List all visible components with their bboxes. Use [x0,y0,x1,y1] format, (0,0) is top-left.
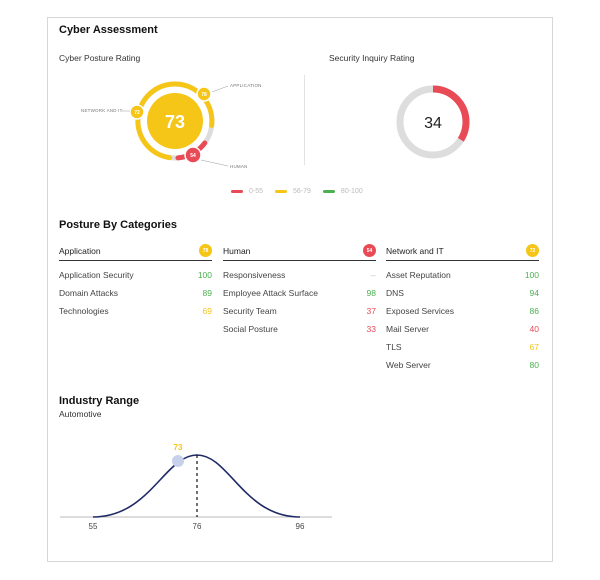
row-label: TLS [386,342,402,352]
row-value: 33 [366,324,376,334]
posture-label: Cyber Posture Rating [59,53,141,63]
list-item [386,356,539,374]
legend-swatch [323,190,335,193]
list-item [223,320,376,338]
axis-tick-min: 55 [88,522,98,531]
category-name: Application [59,245,101,256]
legend-item-green [323,188,363,195]
category-score-badge: 72 [526,244,539,257]
row-value: 89 [202,288,212,298]
human-badge-score: 54 [190,153,196,159]
category-rows [386,266,539,374]
row-label: Responsiveness [223,270,286,280]
category-header [386,245,539,261]
row-value: 86 [529,306,539,316]
list-item [223,266,376,284]
legend-label: 80-100 [340,188,363,195]
row-value: 80 [529,360,539,370]
categories-title: Posture By Categories [59,219,177,231]
list-item [59,302,212,320]
row-value: 100 [197,270,212,280]
list-item [223,284,376,302]
industry-marker-value: 73 [173,443,183,452]
list-item [386,266,539,284]
legend-swatch [275,190,287,193]
row-label: Web Server [386,360,431,370]
industry-subtitle: Automotive [59,409,102,419]
row-label: Exposed Services [386,306,455,316]
application-badge-score: 78 [201,92,207,98]
application-callout: APPLICATION [230,83,262,88]
category-score-badge: 54 [363,244,376,257]
posture-leader-lines [80,80,280,175]
rating-divider [304,75,305,165]
category-rows [59,266,212,320]
industry-marker-dot [172,455,184,467]
row-value: 67 [529,342,539,352]
row-label: DNS [386,288,404,298]
category-header [59,245,212,261]
industry-title: Industry Range [59,395,140,407]
legend-item-yellow [275,188,311,195]
inquiry-donut [395,84,471,160]
row-label: Mail Server [386,324,429,334]
list-item [59,266,212,284]
legend-label: 56-79 [293,188,311,195]
row-value: 98 [366,288,376,298]
page-title: Cyber Assessment [59,24,158,36]
category-rows [223,266,376,338]
category-application [59,245,212,320]
row-label: Application Security [59,270,134,280]
network-callout: NETWORK AND IT [81,108,123,113]
category-header [223,245,376,261]
list-item [386,284,539,302]
list-item [386,338,539,356]
list-item [59,284,212,302]
list-item [386,320,539,338]
row-value: -- [370,270,376,280]
list-item [223,302,376,320]
row-label: Domain Attacks [59,288,119,298]
posture-score: 73 [164,112,186,132]
legend-item-red [231,188,263,195]
category-name: Network and IT [386,245,444,256]
category-name: Human [223,245,251,256]
rating-legend [231,188,375,195]
row-label: Security Team [223,306,277,316]
row-label: Technologies [59,306,109,316]
axis-tick-mid: 76 [192,522,202,531]
category-network [386,245,539,374]
row-value: 94 [529,288,539,298]
row-value: 40 [529,324,539,334]
row-value: 100 [524,270,539,280]
row-label: Asset Reputation [386,270,451,280]
industry-bell-curve [60,438,340,533]
human-callout: HUMAN [230,164,248,169]
category-human [223,245,376,338]
row-label: Employee Attack Surface [223,288,318,298]
legend-swatch [231,190,243,193]
row-value: 37 [366,306,376,316]
application-leader [212,86,228,92]
human-leader [201,160,228,166]
row-label: Social Posture [223,324,278,334]
axis-tick-max: 96 [295,522,305,531]
network-badge-score: 72 [134,110,140,116]
category-score-badge: 78 [199,244,212,257]
inquiry-score: 34 [424,115,442,132]
list-item [386,302,539,320]
inquiry-label: Security Inquiry Rating [329,53,415,63]
row-value: 69 [202,306,212,316]
legend-label: 0-55 [249,188,264,195]
